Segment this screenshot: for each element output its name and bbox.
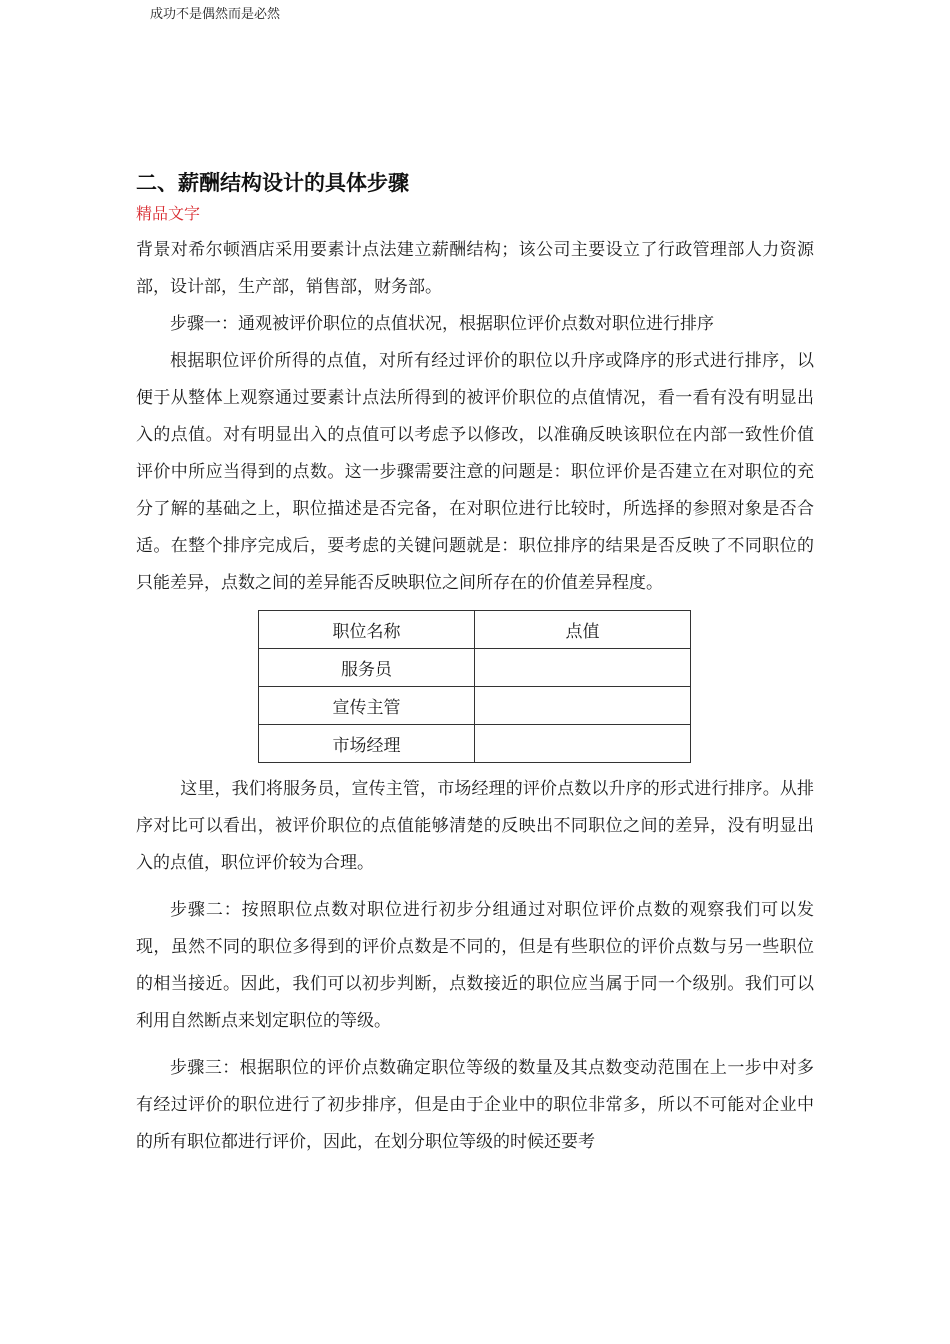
after-table-paragraph: 这里，我们将服务员，宣传主管，市场经理的评价点数以升序的形式进行排序。从排序对比可以看出，被评价职位的点值能够清楚的反映出不同职位之间的差异，没有明显出入的点值，职位评价较为合理。 — [136, 779, 814, 873]
table-cell — [475, 649, 691, 687]
step3-paragraph: 步骤三：根据职位的评价点数确定职位等级的数量及其点数变动范围在上一步中对多有经过评价的职位进行了初步排序，但是由于企业中的职位非常多，所以不可能对企业中的所有职位都进行评价，因此，在划分职位等级的时候还要考 — [136, 1058, 814, 1152]
table-row — [259, 687, 691, 725]
step2-paragraph: 步骤二：按照职位点数对职位进行初步分组通过对职位评价点数的观察我们可以发现，虽然不同的职位多得到的评价点数是不同的，但是有些职位的评价点数与另一些职位的相当接近。因此，我们可以初步判断，点数接近的职位应当属于同一个级别。我们可以利用自然断点来划定职位的等级。 — [136, 900, 814, 1031]
table-cell — [475, 687, 691, 725]
header-note: 成功不是偶然而是必然 — [150, 7, 281, 22]
table-header-row — [259, 611, 691, 649]
document-body — [136, 168, 814, 1161]
table-header-cell: 点值 — [475, 611, 691, 649]
table-row — [259, 725, 691, 763]
red-tag-label: 精品文字 — [136, 204, 201, 223]
table-cell — [475, 725, 691, 763]
step1-title: 步骤一：通观被评价职位的点值状况，根据职位评价点数对职位进行排序 — [170, 314, 714, 334]
section-heading: 二、薪酬结构设计的具体步骤 — [136, 171, 409, 195]
intro-paragraph: 背景对希尔顿酒店采用要素计点法建立薪酬结构；该公司主要设立了行政管理部人力资源部，设计部，生产部，销售部，财务部。 — [136, 240, 814, 297]
table-row — [259, 649, 691, 687]
table-header-cell: 职位名称 — [259, 611, 475, 649]
position-points-table — [258, 610, 691, 763]
table-cell: 市场经理 — [259, 725, 475, 763]
table-cell: 宣传主管 — [259, 687, 475, 725]
table-cell: 服务员 — [259, 649, 475, 687]
step1-body: 根据职位评价所得的点值，对所有经过评价的职位以升序或降序的形式进行排序，以便于从整体上观察通过要素计点法所得到的被评价职位的点值情况，看一看有没有明显出入的点值。对有明显出入的点值可以考虑予以修改，以准确反映该职位在内部一致性价值评价中所应当得到的点数。这一步骤需要注意的问题是：职位评价是否建立在对职位的充分了解的基础之上，职位描述是否完备，在对职位进行比较时，所选择的参照对象是否合适。在整个排序完成后，要考虑的关键问题就是：职位排序的结果是否反映了不同职位的只能差异，点数之间的差异能否反映职位之间所存在的价值差异程度。 — [136, 351, 814, 593]
